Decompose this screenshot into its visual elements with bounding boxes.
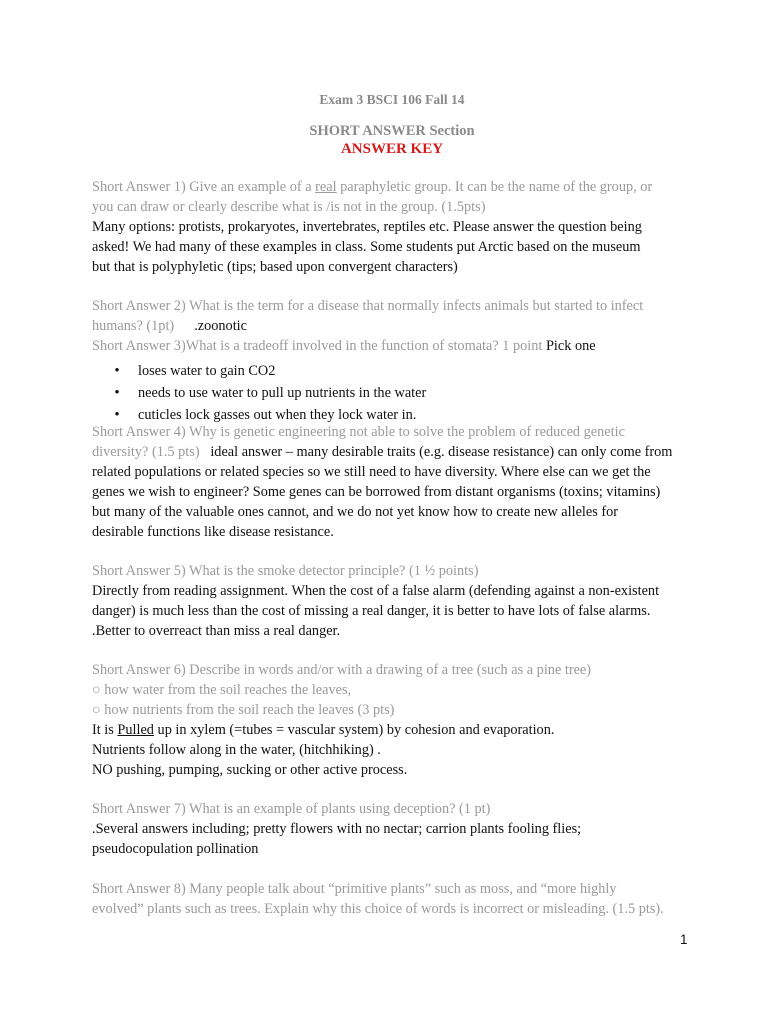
answer-2: .zoonotic <box>194 318 247 334</box>
bullet-icon: • <box>114 385 120 401</box>
question-8-line2: evolved” plants such as trees. Explain why this choice of words is incorrect or misleading. (1.5 pts). <box>92 901 664 917</box>
answer-key-title: ANSWER KEY <box>340 141 444 157</box>
answer-1-line2: asked! We had many of these examples in class. Some students put Arctic based on the museum <box>92 239 641 255</box>
answer-4-inline: ideal answer – many desirable traits (e.g. disease resistance) can only come from <box>199 444 673 460</box>
short-answer-2 <box>92 296 692 336</box>
question-1 <box>92 177 692 217</box>
list-item: • needs to use water to pull up nutrients in the water <box>112 382 426 404</box>
list-item: • cuticles lock gasses out when they lock water in. <box>112 404 426 426</box>
question-1-line1-rest: paraphyletic group. It can be the name of the group, or <box>336 179 653 195</box>
question-1-underline: real <box>315 179 337 195</box>
answer-7-line2: pseudocopulation pollination <box>92 841 259 857</box>
answer-4-line4: but many of the valuable ones cannot, and we do not yet know how to create new alleles for <box>92 504 619 520</box>
answer-6 <box>92 720 692 780</box>
question-4-line1: Short Answer 4) Why is genetic engineering not able to solve the problem of reduced genetic <box>92 424 625 440</box>
bullet-icon: • <box>114 363 120 379</box>
answer-7-line1: .Several answers including; pretty flowers with no nectar; carrion plants fooling flies; <box>92 821 582 837</box>
short-answer-3 <box>92 336 692 356</box>
answer-1-line1: Many options: protists, prokaryotes, invertebrates, reptiles etc. Please answer the question being <box>92 219 642 235</box>
answer-1-line3: but that is polyphyletic (tips; based upon convergent characters) <box>92 259 458 275</box>
answer-5-line3: .Better to overreact than miss a real danger. <box>92 623 341 639</box>
answer-6-underline: Pulled <box>117 722 154 738</box>
short-answer-6 <box>92 660 692 780</box>
answer-4-line5: desirable functions like disease resistance. <box>92 524 334 540</box>
section-title: SHORT ANSWER Section <box>309 123 475 139</box>
question-2-line1: Short Answer 2) What is the term for a disease that normally infects animals but started to infect <box>92 298 644 314</box>
question-1-line2: you can draw or clearly describe what is /is not in the group. (1.5pts) <box>92 199 486 215</box>
short-answer-1 <box>92 177 692 277</box>
question-6: Short Answer 6) Describe in words and/or with a drawing of a tree (such as a pine tree) <box>92 662 592 678</box>
answer-4-line3: genes we wish to engineer? Some genes can be borrowed from distant organisms (toxins; vitamins) <box>92 484 661 500</box>
question-3-pick-one: Pick one <box>542 338 596 354</box>
question-8-line1: Short Answer 8) Many people talk about “primitive plants” such as moss, and “more highly <box>92 881 617 897</box>
answer-4-line2: related populations or related species so we still need to have diversity. Where else can we get the <box>92 464 651 480</box>
list-item: • loses water to gain CO2 <box>112 360 426 382</box>
answer-5-line1: Directly from reading assignment. When the cost of a false alarm (defending against a non-existent <box>92 583 660 599</box>
short-answer-5 <box>92 561 692 641</box>
short-answer-4 <box>92 422 692 542</box>
short-answer-8 <box>92 879 692 919</box>
question-3: Short Answer 3)What is a tradeoff involved in the function of stomata? 1 point <box>92 338 543 354</box>
short-answer-7 <box>92 799 692 859</box>
answer-6-line3: NO pushing, pumping, sucking or other active process. <box>92 762 408 778</box>
exam-title: Exam 3 BSCI 106 Fall 14 <box>319 92 465 107</box>
answer-5 <box>92 581 692 641</box>
answer-5-line2: danger) is much less than the cost of missing a real danger, it is better to have lots of false alarms. <box>92 603 651 619</box>
answer-6-line1-prefix: It is <box>92 722 118 738</box>
bullet-icon: • <box>114 407 120 423</box>
page-number: 1 <box>680 932 688 947</box>
answer-3-bullet-list <box>112 360 426 426</box>
question-6-sub-1: ○ how water from the soil reaches the leaves, <box>92 682 352 698</box>
question-1-prefix: Short Answer 1) Give an example of a <box>92 179 316 195</box>
question-4-line2: diversity? (1.5 pts) <box>92 444 200 460</box>
answer-6-line1-rest: up in xylem (=tubes = vascular system) by cohesion and evaporation. <box>153 722 555 738</box>
answer-6-line2: Nutrients follow along in the water, (hitchhiking) . <box>92 742 381 758</box>
question-6-sub-2: ○ how nutrients from the soil reach the leaves (3 pts) <box>92 702 395 718</box>
answer-1 <box>92 217 692 277</box>
question-5: Short Answer 5) What is the smoke detector principle? (1 ½ points) <box>92 563 479 579</box>
answer-4 <box>92 462 692 542</box>
question-7: Short Answer 7) What is an example of plants using deception? (1 pt) <box>92 801 491 817</box>
question-2-line2: humans? (1pt) <box>92 318 175 334</box>
answer-7 <box>92 819 692 859</box>
